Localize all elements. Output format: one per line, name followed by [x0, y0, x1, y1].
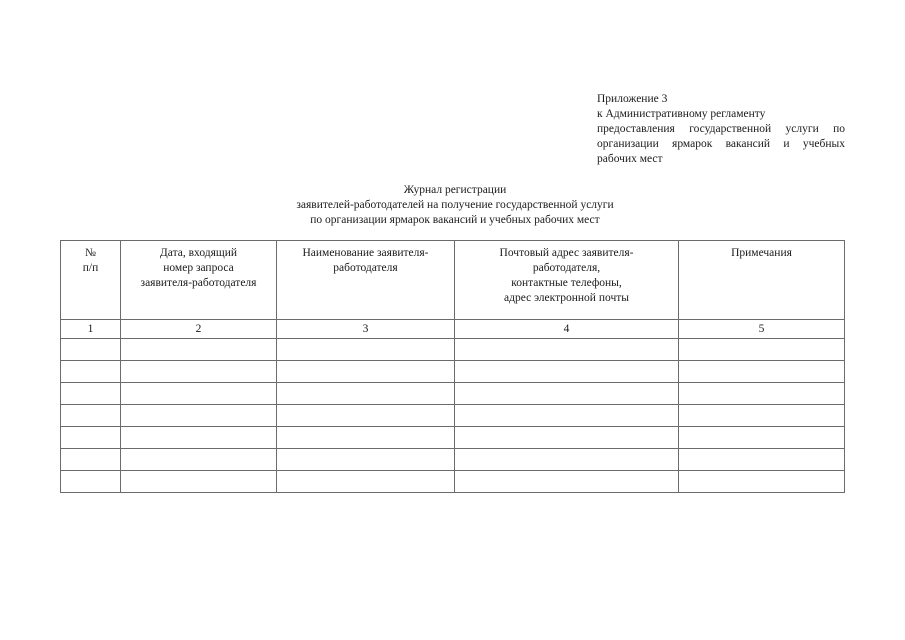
- table-row: [61, 471, 845, 493]
- table-cell: [455, 339, 679, 361]
- header-cell-name: [277, 241, 455, 320]
- table-cell: [61, 471, 121, 493]
- column-number: 3: [277, 320, 455, 339]
- header-cell-address: [455, 241, 679, 320]
- header-text: Примечания: [731, 247, 792, 259]
- header-text: заявителя-работодателя: [140, 277, 257, 289]
- header-cell-number: [61, 241, 121, 320]
- table-cell: [121, 405, 277, 427]
- table-cell: [277, 339, 455, 361]
- table-cell: [679, 427, 845, 449]
- table-header-row: [61, 241, 845, 320]
- table-cell: [121, 427, 277, 449]
- header-text: контактные телефоны,: [511, 277, 622, 289]
- header-text: Почтовый адрес заявителя-: [499, 247, 634, 259]
- table-cell: [455, 361, 679, 383]
- header-text: Дата, входящий: [159, 247, 238, 259]
- header-text: работодателя,: [532, 262, 601, 274]
- journal-title-line-2: заявителей-работодателей на получение государственной услуги: [296, 199, 614, 211]
- table-cell: [277, 405, 455, 427]
- table-cell: [61, 383, 121, 405]
- header-text: работодателя: [333, 262, 398, 274]
- header-text: адрес электронной почты: [504, 292, 629, 304]
- registration-table: [60, 240, 845, 493]
- table-cell: [679, 361, 845, 383]
- appendix-line-1: Приложение 3: [597, 93, 668, 105]
- table-cell: [61, 449, 121, 471]
- table-cell: [61, 361, 121, 383]
- table-cell: [277, 449, 455, 471]
- appendix-line-4: организации ярмарок вакансий и учебных: [597, 138, 845, 150]
- column-number: 4: [455, 320, 679, 339]
- table-cell: [121, 383, 277, 405]
- table-cell: [679, 339, 845, 361]
- table-cell: [61, 339, 121, 361]
- table-cell: [455, 383, 679, 405]
- header-text: п/п: [82, 262, 99, 274]
- table-cell: [277, 427, 455, 449]
- table-cell: [679, 383, 845, 405]
- table-cell: [277, 361, 455, 383]
- column-number: 5: [679, 320, 845, 339]
- table-row: [61, 361, 845, 383]
- journal-title-line-3: по организации ярмарок вакансий и учебных рабочих мест: [310, 214, 600, 226]
- table-cell: [121, 339, 277, 361]
- journal-title-line-1: Журнал регистрации: [403, 184, 507, 196]
- table-cell: [455, 405, 679, 427]
- column-number-row: [61, 320, 845, 339]
- table-row: [61, 449, 845, 471]
- table-cell: [277, 471, 455, 493]
- appendix-line-3: предоставления государственной услуги по: [597, 123, 845, 135]
- table-cell: [455, 427, 679, 449]
- header-cell-notes: [679, 241, 845, 320]
- table-cell: [61, 427, 121, 449]
- table-cell: [455, 471, 679, 493]
- table-cell: [61, 405, 121, 427]
- header-text: Наименование заявителя-: [302, 247, 429, 259]
- table-row: [61, 339, 845, 361]
- column-number: 1: [61, 320, 121, 339]
- table-cell: [679, 405, 845, 427]
- table-cell: [679, 471, 845, 493]
- table-cell: [277, 383, 455, 405]
- appendix-line-2: к Административному регламенту: [597, 108, 766, 120]
- table-row: [61, 427, 845, 449]
- table-cell: [455, 449, 679, 471]
- appendix-block: [597, 92, 845, 167]
- table-row: [61, 405, 845, 427]
- table-cell: [679, 449, 845, 471]
- table-cell: [121, 449, 277, 471]
- header-cell-date: [121, 241, 277, 320]
- appendix-line-5: рабочих мест: [597, 153, 663, 165]
- table-cell: [121, 361, 277, 383]
- header-text: №: [85, 247, 96, 259]
- table-cell: [121, 471, 277, 493]
- table-row: [61, 383, 845, 405]
- header-text: номер запроса: [163, 262, 234, 274]
- column-number: 2: [121, 320, 277, 339]
- journal-title: [220, 183, 690, 228]
